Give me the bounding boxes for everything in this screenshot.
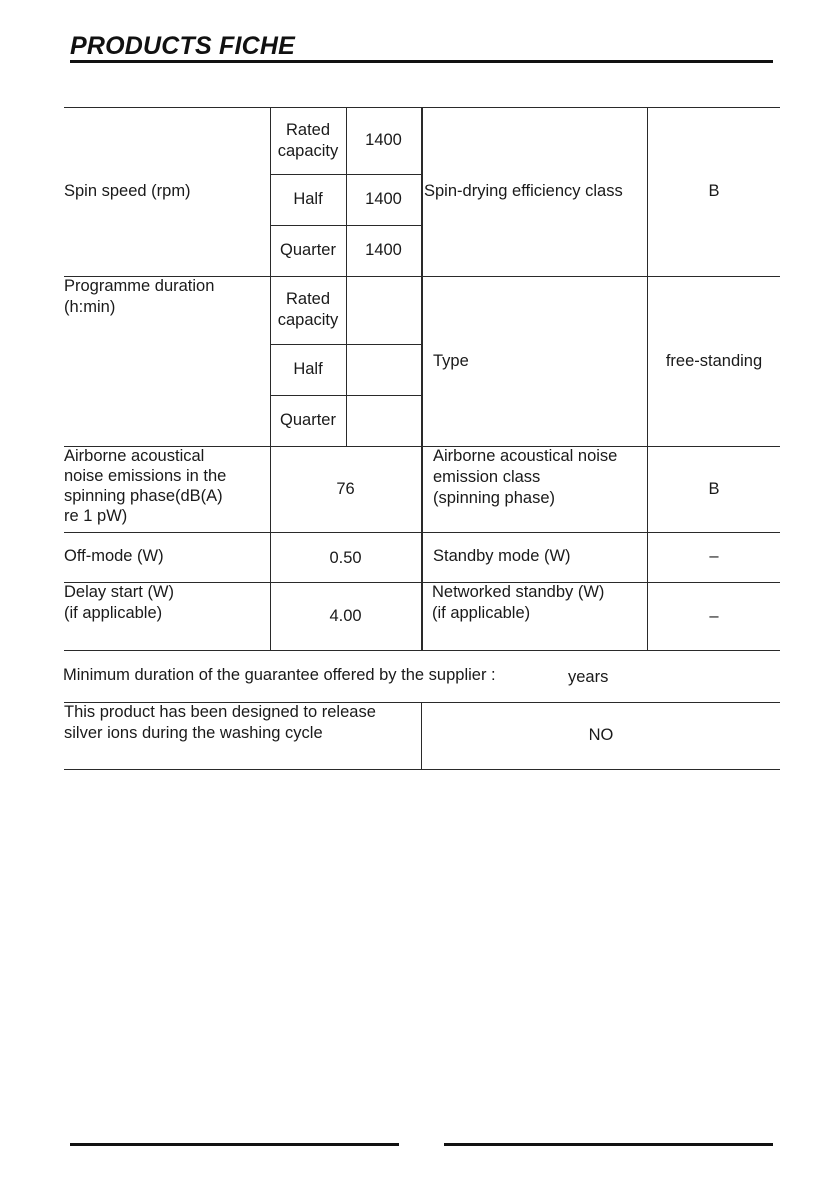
networked-standby-label: Networked standby (W) (if applicable)	[432, 583, 605, 622]
table-col-rule	[421, 107, 423, 650]
spin-value-rated: 1400	[365, 131, 402, 149]
spin-speed-label: Spin speed (rpm)	[64, 182, 191, 200]
delay-label: Delay start (W) (if applicable)	[64, 583, 175, 622]
silver-ions-value: NO	[588, 726, 614, 744]
duration-label: Programme duration (h:min)	[64, 277, 215, 316]
spin-load-rated: Rated capacity	[277, 120, 339, 160]
noise-class-label: Airborne acoustical noise emission class (spinning phase)	[433, 447, 618, 507]
footer-rule-left	[70, 1143, 399, 1146]
noise-value: 76	[336, 479, 355, 498]
footer-rule-right	[444, 1143, 773, 1146]
guarantee-unit: years	[568, 668, 609, 686]
type-value: free-standing	[665, 351, 763, 370]
type-label: Type	[433, 351, 469, 370]
spin-class-label: Spin-drying efficiency class	[424, 182, 623, 200]
spin-load-quarter: Quarter	[280, 241, 336, 259]
guarantee-label: Minimum duration of the guarantee offered by the supplier :	[63, 666, 496, 684]
duration-load-rated: Rated capacity	[277, 290, 339, 329]
networked-standby-value: –	[709, 606, 719, 625]
spin-value-half: 1400	[365, 190, 402, 208]
off-mode-label: Off-mode (W)	[64, 546, 164, 565]
noise-class-value: B	[708, 479, 720, 498]
noise-label: Airborne acoustical noise emissions in the spinning phase(dB(A) re 1 pW)	[64, 447, 227, 525]
off-mode-value: 0.50	[329, 548, 362, 567]
standby-label: Standby mode (W)	[433, 546, 571, 565]
delay-value: 4.00	[329, 606, 362, 625]
spin-load-half: Half	[293, 190, 323, 208]
silver-ions-label: This product has been designed to release silver ions during the washing cycle	[64, 703, 376, 742]
table-rule-bottom	[64, 769, 780, 770]
duration-load-half: Half	[293, 360, 323, 378]
spin-value-quarter: 1400	[365, 241, 402, 259]
title-underline	[70, 60, 773, 63]
page-title: PRODUCTS FICHE	[70, 32, 296, 60]
spin-class-value: B	[708, 182, 720, 200]
standby-value: –	[709, 546, 719, 565]
table-rule	[64, 650, 780, 651]
duration-load-quarter: Quarter	[280, 411, 336, 429]
